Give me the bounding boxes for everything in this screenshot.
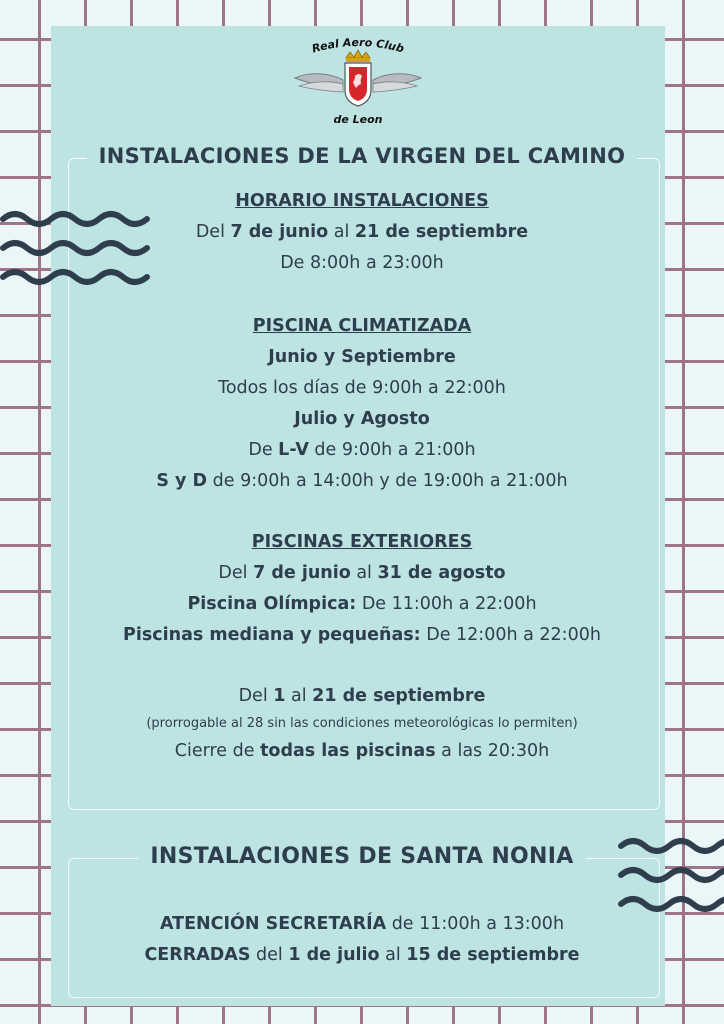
logo-top-text: Real Aero Club <box>310 35 406 56</box>
santa-nonia-section-title: INSTALACIONES DE SANTA NONIA <box>0 844 724 869</box>
exteriores-block <box>0 527 724 651</box>
horario-hours: De 8:00h a 23:00h <box>280 253 444 273</box>
winged-crest-icon <box>295 50 421 106</box>
secretaria-hours: ATENCIÓN SECRETARÍA de 11:00h a 13:00h <box>159 914 565 934</box>
club-logo <box>293 32 423 128</box>
horario-heading: HORARIO INSTALACIONES <box>235 191 489 211</box>
september-dates: Del 1 al 21 de septiembre <box>238 686 486 706</box>
horario-dates: Del 7 de junio al 21 de septiembre <box>195 222 529 242</box>
virgen-section-title: INSTALACIONES DE LA VIRGEN DEL CAMINO <box>0 144 724 168</box>
wave-decoration-left <box>0 203 150 293</box>
olimpica-hours: Piscina Olímpica: De 11:00h a 22:00h <box>187 594 537 614</box>
climatizada-weekend-hours: S y D de 9:00h a 14:00h y de 19:00h a 21:00h <box>156 471 568 491</box>
exteriores-dates: Del 7 de junio al 31 de agosto <box>218 563 506 583</box>
mediana-hours: Piscinas mediana y pequeñas: De 12:00h a 22:00h <box>123 625 601 645</box>
exteriores-heading: PISCINAS EXTERIORES <box>251 532 473 552</box>
closed-dates: CERRADAS del 1 de julio al 15 de septiembre <box>144 945 580 965</box>
september-closing: Cierre de todas las piscinas a las 20:30h <box>174 741 550 761</box>
climatizada-months-2: Julio y Agosto <box>294 409 430 429</box>
santa-nonia-block <box>0 909 724 971</box>
climatizada-heading: PISCINA CLIMATIZADA <box>252 316 472 336</box>
september-note: (prorrogable al 28 sin las condiciones meteorológicas lo permiten) <box>146 716 578 731</box>
climatizada-block <box>0 311 724 497</box>
logo-bottom-text: de Leon <box>333 113 383 126</box>
climatizada-months-1: Junio y Septiembre <box>268 347 456 367</box>
september-block <box>0 681 724 767</box>
climatizada-hours-1: Todos los días de 9:00h a 22:00h <box>218 378 506 398</box>
climatizada-weekday-hours: De L-V de 9:00h a 21:00h <box>248 440 476 460</box>
wave-decoration-right <box>618 830 724 920</box>
